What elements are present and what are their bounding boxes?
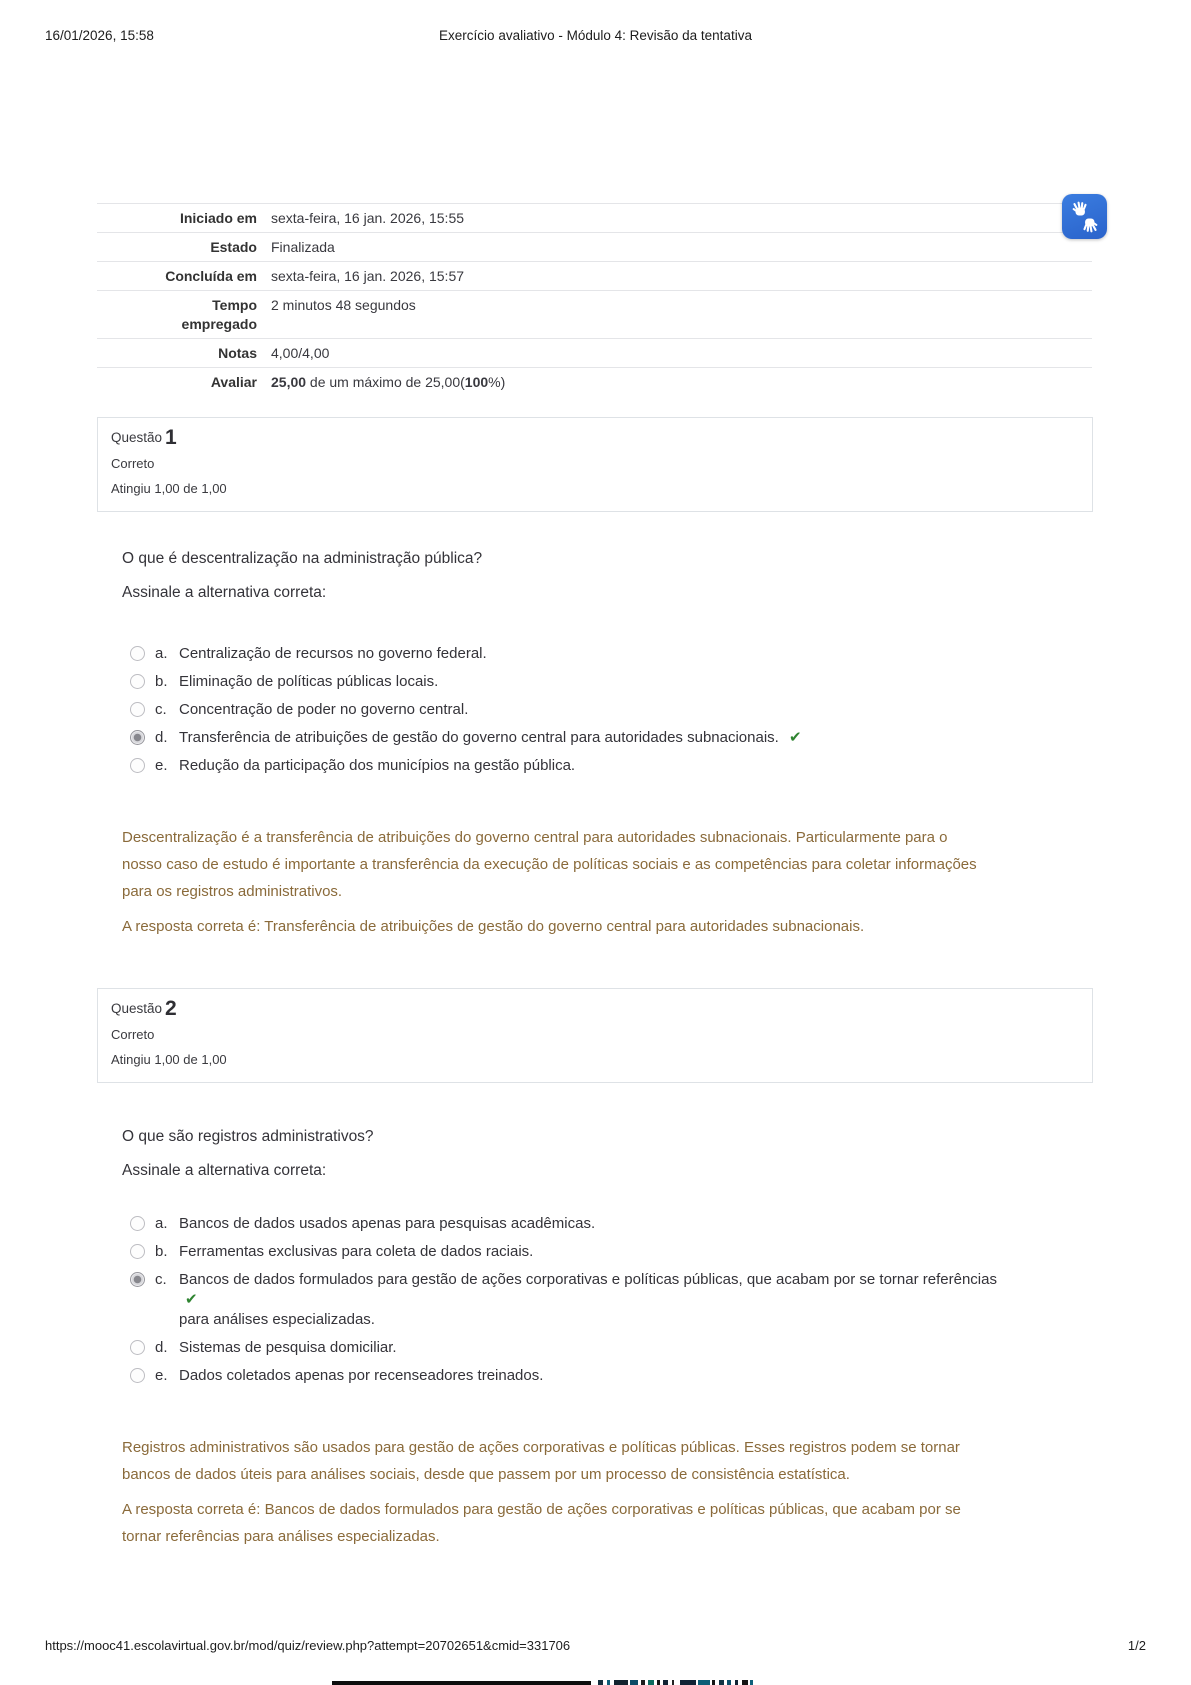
cutoff-text-fragment xyxy=(630,1680,638,1685)
question-content xyxy=(122,1126,1052,1550)
summary-value: 2 minutos 48 segundos xyxy=(271,297,416,313)
option-text: Centralização de recursos no governo federal. xyxy=(179,645,487,662)
question-info-box xyxy=(97,988,1093,1083)
cutoff-text-fragment xyxy=(607,1680,610,1685)
radio-button[interactable] xyxy=(130,1340,145,1355)
radio-button[interactable] xyxy=(130,1368,145,1383)
summary-row xyxy=(97,203,1092,232)
option-text: Dados coletados apenas por recenseadores treinados. xyxy=(179,1367,544,1384)
cutoff-text-fragment xyxy=(742,1680,748,1685)
print-footer-page-number: 1/2 xyxy=(1127,1638,1146,1653)
option-letter: c. xyxy=(155,701,167,718)
option-letter: a. xyxy=(155,645,168,662)
radio-button[interactable] xyxy=(130,674,145,689)
summary-value: sexta-feira, 16 jan. 2026, 15:57 xyxy=(271,268,465,284)
option-text: Bancos de dados formulados para gestão de ações corporativas e políticas públicas, que acabam por se tornar referências ✔ para análises especializadas. xyxy=(179,1271,997,1328)
cutoff-text-fragment xyxy=(672,1680,674,1685)
question-instruction: Assinale a alternativa correta: xyxy=(122,1162,327,1179)
summary-value: 25,00 de um máximo de 25,00(100%) xyxy=(271,374,506,390)
summary-label: Estado xyxy=(210,239,257,255)
cutoff-text-fragment xyxy=(657,1680,660,1685)
summary-row xyxy=(97,261,1092,290)
option-letter: b. xyxy=(155,1243,168,1260)
radio-button[interactable] xyxy=(130,758,145,773)
option-letter: e. xyxy=(155,757,168,774)
print-footer-url: https://mooc41.escolavirtual.gov.br/mod/quiz/review.php?attempt=20702651&cmid=331706 xyxy=(45,1638,571,1653)
answer-options xyxy=(122,644,1052,776)
cutoff-text-fragment xyxy=(614,1680,628,1685)
summary-label: Tempo empregado xyxy=(181,297,257,332)
summary-label: Iniciado em xyxy=(179,210,257,226)
cutoff-text-fragment xyxy=(641,1680,645,1685)
radio-button[interactable] xyxy=(130,702,145,717)
option-letter: c. xyxy=(155,1271,167,1288)
sign-language-hands-icon xyxy=(1067,199,1103,235)
question-status: Correto xyxy=(111,456,155,471)
summary-label: Notas xyxy=(218,345,257,361)
answer-option[interactable] xyxy=(122,1242,1052,1262)
cutoff-text-fragment xyxy=(648,1680,654,1685)
summary-row xyxy=(97,367,1092,396)
answer-option[interactable] xyxy=(122,700,1052,720)
question-prompt: O que é descentralização na administração pública? xyxy=(122,550,483,567)
radio-button[interactable] xyxy=(130,1216,145,1231)
option-text: Sistemas de pesquisa domiciliar. xyxy=(179,1339,397,1356)
question-status: Correto xyxy=(111,1027,155,1042)
radio-button[interactable] xyxy=(130,1244,145,1259)
question-number xyxy=(111,997,1079,1021)
option-text: Bancos de dados usados apenas para pesquisas acadêmicas. xyxy=(179,1215,596,1232)
summary-value: Finalizada xyxy=(271,239,335,255)
answer-option[interactable] xyxy=(122,1338,1052,1358)
cutoff-text-fragment xyxy=(750,1680,753,1685)
answer-option[interactable] xyxy=(122,1270,1052,1330)
option-text: Ferramentas exclusivas para coleta de dados raciais. xyxy=(179,1243,534,1260)
question-prompt: O que são registros administrativos? xyxy=(122,1128,374,1145)
summary-row xyxy=(97,338,1092,367)
radio-button[interactable] xyxy=(130,1272,145,1287)
answer-option[interactable] xyxy=(122,644,1052,664)
cutoff-text-fragment xyxy=(598,1680,603,1685)
summary-value: sexta-feira, 16 jan. 2026, 15:55 xyxy=(271,210,465,226)
correct-check-icon: ✔ xyxy=(185,1291,198,1308)
question-label: Questão xyxy=(111,430,163,445)
attempt-summary-table xyxy=(97,203,1092,396)
answer-option[interactable] xyxy=(122,756,1052,776)
right-answer: A resposta correta é: Bancos de dados formulados para gestão de ações corporativas e políticas públicas, que acabam por se tornar referências para análises especializadas. xyxy=(122,1501,961,1545)
answer-options xyxy=(122,1214,1052,1386)
option-text: Eliminação de políticas públicas locais. xyxy=(179,673,439,690)
page-break-artifact xyxy=(332,1681,591,1685)
option-text: Redução da participação dos municípios na gestão pública. xyxy=(179,757,576,774)
option-letter: d. xyxy=(155,1339,168,1356)
summary-row xyxy=(97,290,1092,338)
question-grade: Atingiu 1,00 de 1,00 xyxy=(111,481,227,496)
question-label: Questão xyxy=(111,1001,163,1016)
general-feedback: Registros administrativos são usados para gestão de ações corporativas e políticas públicas. Esses registros podem se tornar bancos de dados úteis para análises sociais, desde que passem por um processo de consistência estatística. xyxy=(122,1439,960,1483)
right-answer: A resposta correta é: Transferência de atribuições de gestão do governo central para autoridades subnacionais. xyxy=(122,918,865,935)
correct-check-icon: ✔ xyxy=(789,729,802,746)
radio-button[interactable] xyxy=(130,730,145,745)
cutoff-text-fragment xyxy=(712,1680,715,1685)
option-letter: e. xyxy=(155,1367,168,1384)
summary-row xyxy=(97,232,1092,261)
answer-option[interactable] xyxy=(122,1366,1052,1386)
print-header-datetime: 16/01/2026, 15:58 xyxy=(45,28,154,43)
question-grade: Atingiu 1,00 de 1,00 xyxy=(111,1052,227,1067)
answer-option[interactable] xyxy=(122,672,1052,692)
libras-accessibility-button[interactable] xyxy=(1062,194,1107,239)
question-number-value: 1 xyxy=(165,426,177,449)
radio-button[interactable] xyxy=(130,646,145,661)
cutoff-text-fragment xyxy=(735,1680,738,1685)
question-instruction: Assinale a alternativa correta: xyxy=(122,584,327,601)
cutoff-text-fragment xyxy=(663,1680,668,1685)
summary-label: Concluída em xyxy=(165,268,257,284)
question-number-value: 2 xyxy=(165,997,177,1020)
summary-value: 4,00/4,00 xyxy=(271,345,330,361)
cutoff-text-fragment xyxy=(680,1680,696,1685)
summary-label: Avaliar xyxy=(210,374,257,390)
option-letter: a. xyxy=(155,1215,168,1232)
cutoff-text-fragment xyxy=(727,1680,731,1685)
option-text: Concentração de poder no governo central. xyxy=(179,701,469,718)
page-title: Exercício avaliativo - Módulo 4: Revisão da tentativa xyxy=(439,28,752,43)
question-number xyxy=(111,426,1079,450)
answer-option[interactable] xyxy=(122,1214,1052,1234)
answer-option[interactable] xyxy=(122,728,1052,748)
option-letter: d. xyxy=(155,729,168,746)
cutoff-text-fragment xyxy=(698,1680,710,1685)
general-feedback: Descentralização é a transferência de atribuições do governo central para autoridades subnacionais. Particularmente para o nosso caso de estudo é importante a transferência da execução de políticas sociais e as competências para coletar informações para os registros administrativos. xyxy=(122,829,977,900)
question-info-box xyxy=(97,417,1093,512)
option-letter: b. xyxy=(155,673,168,690)
option-text: Transferência de atribuições de gestão do governo central para autoridades subnacionais. ✔ xyxy=(179,729,802,746)
cutoff-text-fragment xyxy=(719,1680,724,1685)
question-content xyxy=(122,548,1052,940)
